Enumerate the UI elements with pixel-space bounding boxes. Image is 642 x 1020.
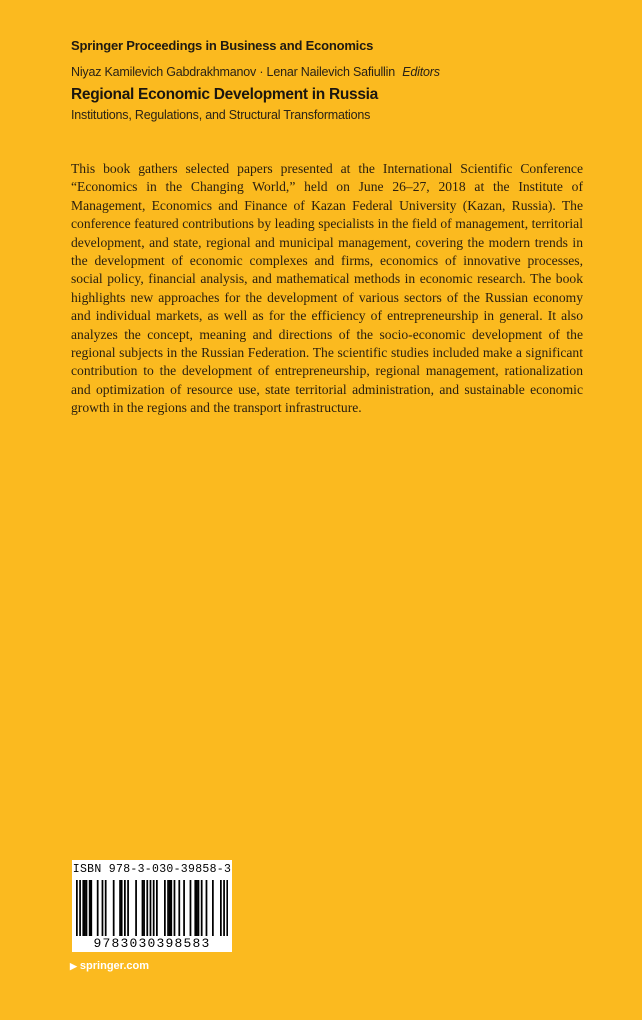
barcode-bar [82, 880, 84, 940]
barcode-bar [105, 880, 107, 940]
barcode-bar [226, 880, 228, 940]
barcode-bar [190, 880, 192, 940]
series-name: Springer Proceedings in Business and Economics [71, 38, 374, 53]
website-link[interactable] [70, 960, 149, 972]
barcode-bar [127, 880, 129, 940]
barcode-bar [84, 880, 86, 940]
barcode-bar [124, 880, 126, 940]
book-title: Regional Economic Development in Russia [71, 86, 378, 103]
barcode-bar [113, 880, 115, 940]
barcode-bar [121, 880, 123, 940]
barcode-bar [201, 880, 203, 940]
barcode-bar [143, 880, 145, 940]
barcode-bar [183, 880, 185, 940]
barcode-bar [150, 880, 152, 940]
barcode-bar [90, 880, 92, 940]
barcode-bar [76, 880, 78, 940]
barcode-bar [223, 880, 225, 940]
barcode-bar [164, 880, 166, 940]
barcode-bar [153, 880, 155, 940]
barcode-bars [76, 880, 228, 940]
barcode-digits: 9783030398583 [72, 936, 232, 951]
barcode-bar [156, 880, 158, 940]
editor-names: Niyaz Kamilevich Gabdrakhmanov · Lenar Nailevich Safiullin [71, 65, 395, 79]
barcode-bar [212, 880, 214, 940]
editors-line [71, 65, 440, 79]
barcode-bar [135, 880, 137, 940]
barcode-bar [146, 880, 148, 940]
book-description: This book gathers selected papers presented at the International Scientific Conference “Economics in the Changing World,” held on June 26–27, 2018 at the Institute of Management, Economics and Finance of Kazan Federal University (Kazan, Russia). The conference featured contributions by leading specialists in the field of management, territorial development, and state, regional and municipal management, covering the modern trends in the development of economic complexes and firms, economics of innovative processes, social policy, financial analysis, and mathematical methods in economic research. The book highlights new approaches for the development of various sectors of the Russian economy and individual markets, as well as for the efficiency of entrepreneurship in general. It also analyzes the concept, meaning and directions of the socio-economic development of the regional subjects in the Russian Federation. The scientific studies included make a significant contribution to the development of entrepreneurship, regional management, rationalization and optimization of resource use, state territorial administration, and sustainable economic growth in the regions and the transport infrastructure. [71, 161, 583, 416]
barcode-bar [174, 880, 176, 940]
barcode-bar [142, 880, 144, 940]
barcode-bar [198, 880, 200, 940]
triangle-right-icon: ▶ [70, 961, 77, 971]
barcode-bar [102, 880, 104, 940]
barcode-bar [97, 880, 99, 940]
barcode-bar [167, 880, 169, 940]
barcode-bar [206, 880, 208, 940]
barcode-bar [86, 880, 88, 940]
barcode-box [72, 860, 232, 952]
barcode-bar [89, 880, 91, 940]
barcode-bar [178, 880, 180, 940]
barcode-bar [119, 880, 121, 940]
book-subtitle: Institutions, Regulations, and Structural Transformations [71, 108, 371, 122]
isbn-label: ISBN 978-3-030-39858-3 [72, 863, 232, 876]
barcode-bar [194, 880, 196, 940]
barcode-bar [220, 880, 222, 940]
barcode-bar [196, 880, 198, 940]
editors-role: Editors [402, 65, 440, 79]
barcode-bar [79, 880, 81, 940]
website-url[interactable]: springer.com [79, 960, 149, 972]
barcode-bar [169, 880, 171, 940]
barcode-bar [170, 880, 172, 940]
